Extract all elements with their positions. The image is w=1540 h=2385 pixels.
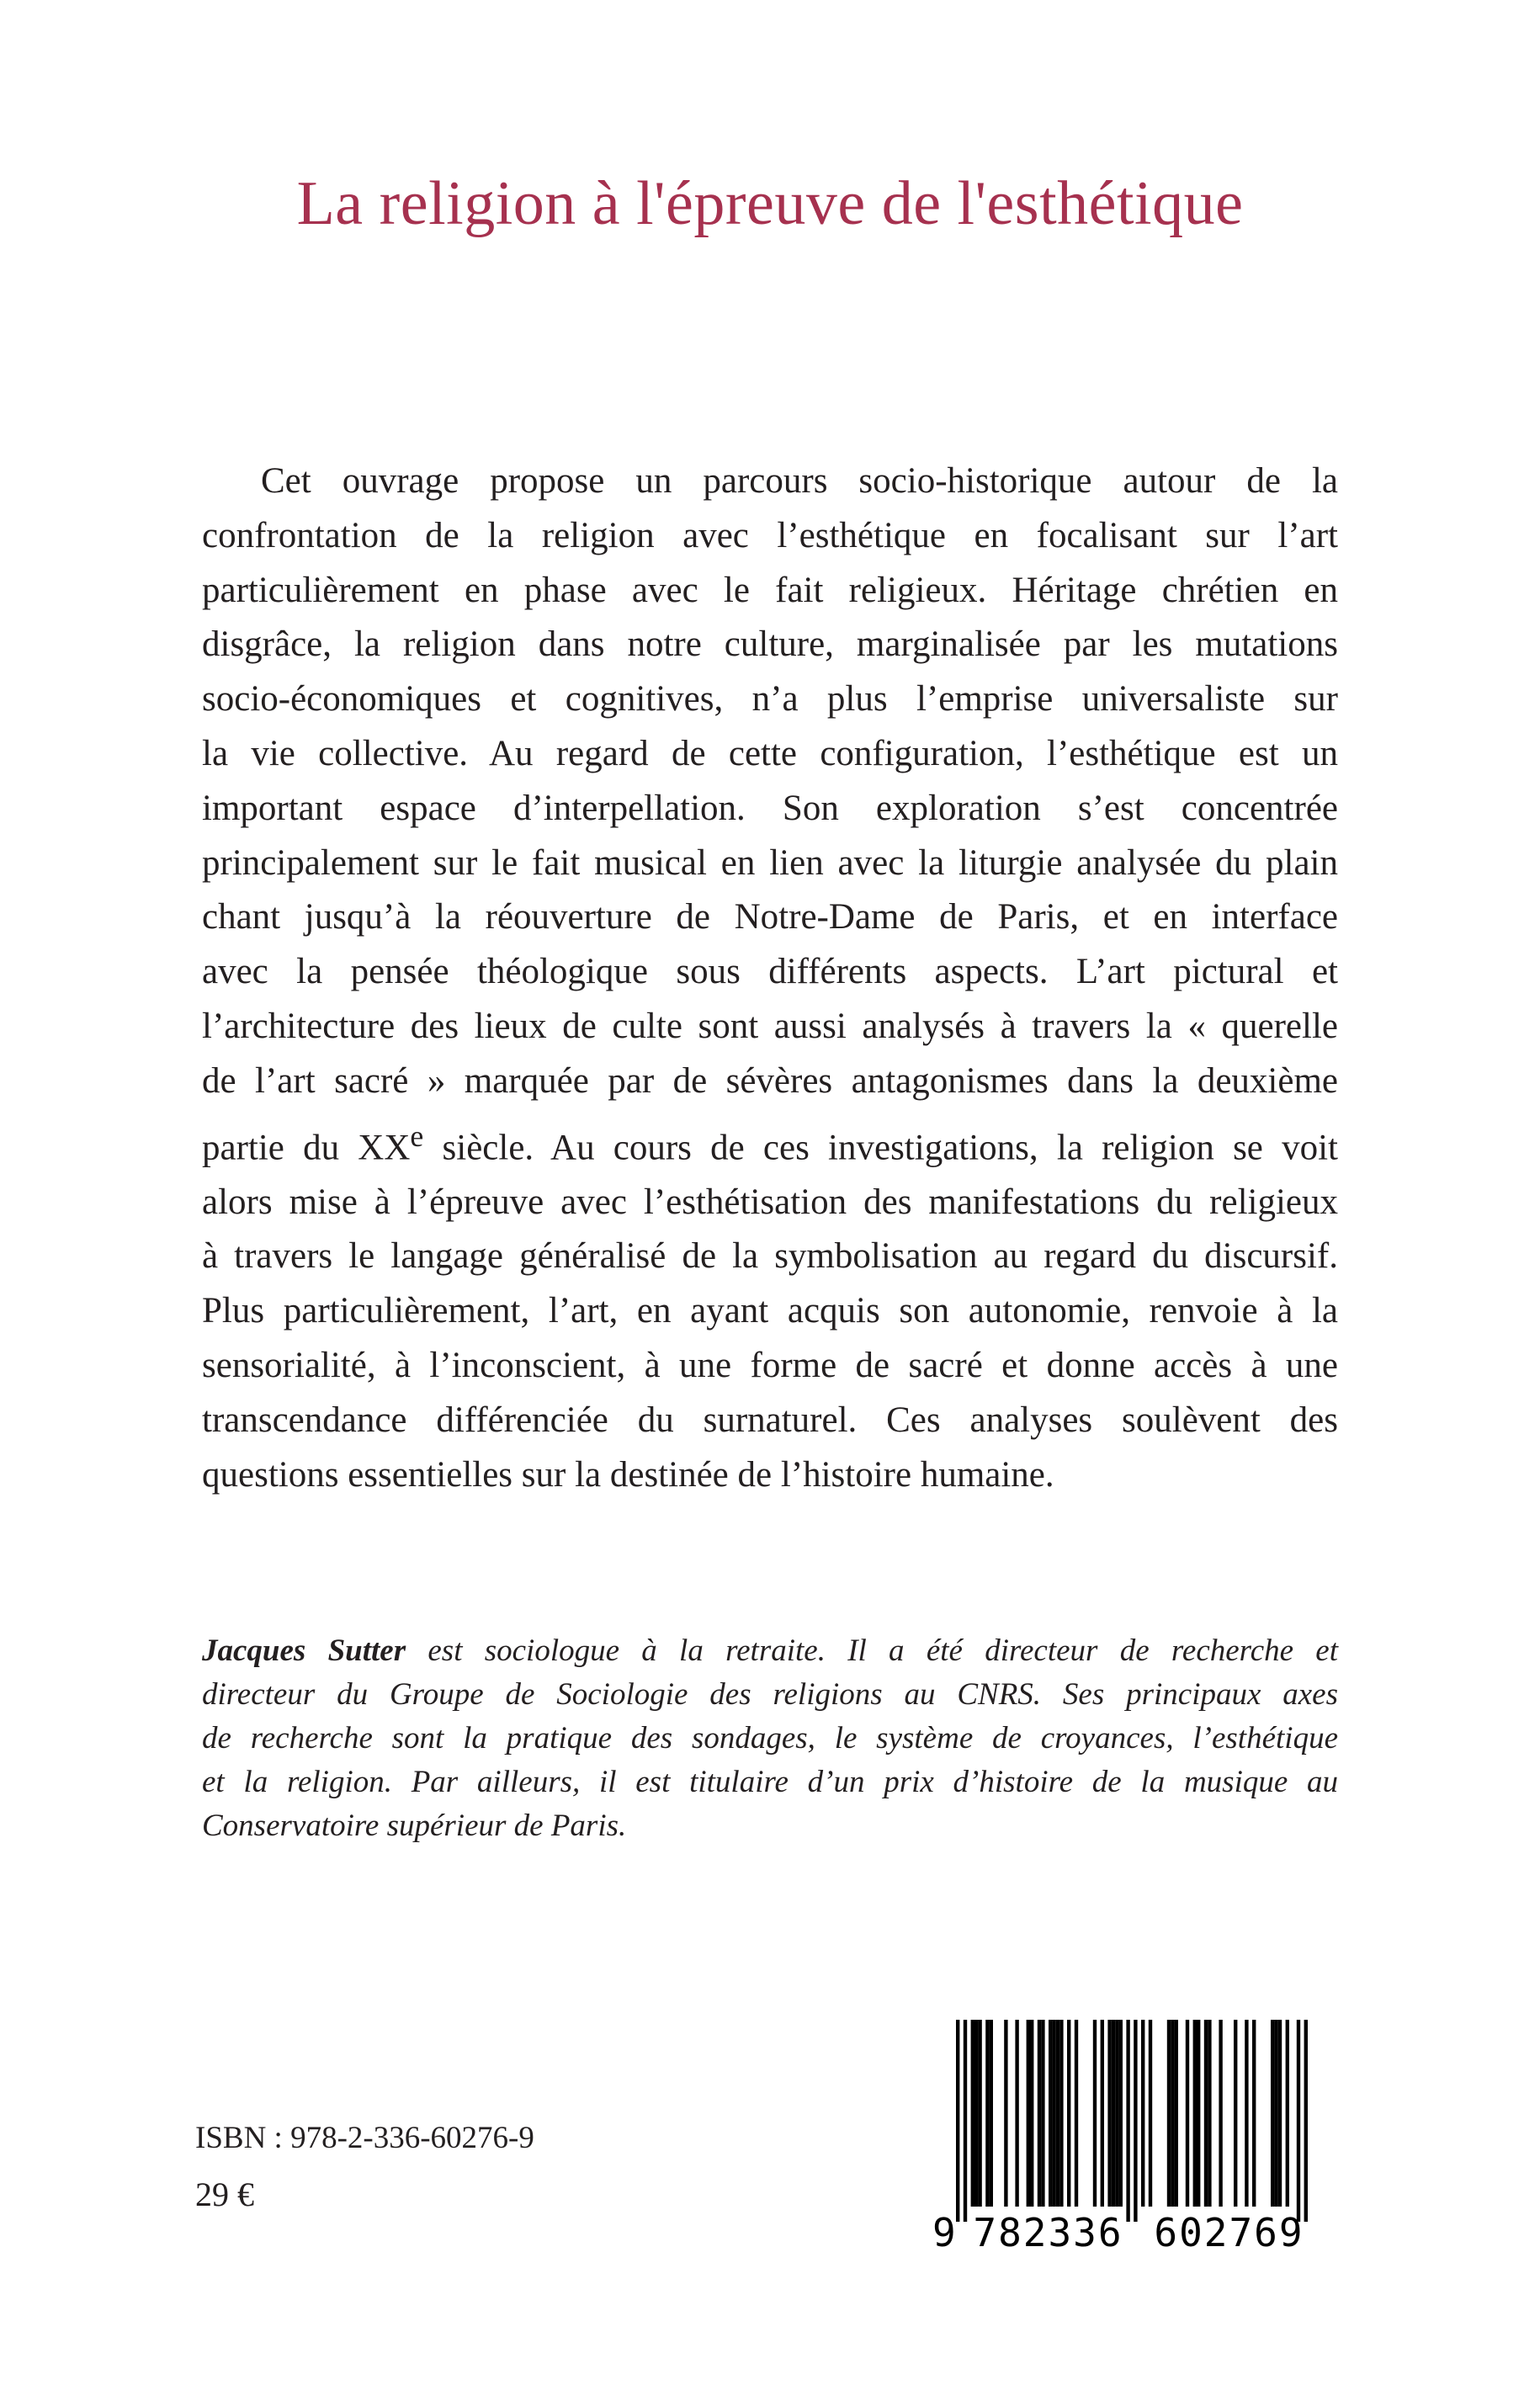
barcode-bar xyxy=(1093,2020,1097,2207)
blurb-line: socio-économiques et cognitives, n’a plus l’emprise universaliste sur xyxy=(202,679,1338,720)
barcode-bar xyxy=(1171,2020,1174,2207)
barcode-group-left: 782336 xyxy=(973,2210,1123,2255)
barcode-bar xyxy=(1052,2020,1055,2207)
barcode-lead-digit: 9 xyxy=(932,2210,956,2255)
bio-line: de recherche sont la pratique des sondages, le système de croyances, l’esthétique xyxy=(202,1721,1338,1756)
barcode-bar xyxy=(1304,2020,1308,2222)
barcode-bar xyxy=(1041,2020,1044,2207)
barcode-bar xyxy=(1038,2020,1041,2207)
barcode-bar xyxy=(1112,2020,1115,2207)
barcode-bar xyxy=(1141,2020,1144,2207)
barcode-bar xyxy=(1204,2020,1208,2207)
blurb-line: particulièrement en phase avec le fait religieux. Héritage chrétien en xyxy=(202,570,1338,610)
superscript-e: e xyxy=(410,1118,424,1153)
barcode-bar xyxy=(1075,2020,1078,2207)
barcode-bar xyxy=(1119,2020,1123,2207)
barcode-bar xyxy=(1197,2020,1200,2207)
blurb-line: confrontation de la religion avec l’esthétique en focalisant sur l’art xyxy=(202,515,1338,555)
blurb-line: Plus particulièrement, l’art, en ayant acquis son autonomie, renvoie à la xyxy=(202,1291,1338,1331)
barcode-bar xyxy=(1056,2020,1059,2207)
blurb-line: avec la pensée théologique sous différents aspects. L’art pictural et xyxy=(202,952,1338,992)
author-bio xyxy=(202,1629,1338,1848)
blurb-line: alors mise à l’épreuve avec l’esthétisation des manifestations du religieux xyxy=(202,1182,1338,1222)
book-title: La religion à l'épreuve de l'esthétique xyxy=(296,169,1244,238)
bio-line xyxy=(202,1629,1338,1673)
blurb-line: chant jusqu’à la réouverture de Notre-Dame de Paris, et en interface xyxy=(202,897,1338,938)
barcode-bar xyxy=(978,2020,981,2207)
barcode-bar xyxy=(1219,2020,1222,2207)
bio-line: et la religion. Par ailleurs, il est titulaire d’un prix d’histoire de la musique au xyxy=(202,1765,1338,1799)
barcode-bar xyxy=(1208,2020,1211,2207)
barcode-bar xyxy=(1004,2020,1007,2207)
barcode-bar xyxy=(1245,2020,1248,2207)
isbn-label: ISBN : 978-2-336-60276-9 xyxy=(195,2121,534,2155)
barcode-bar xyxy=(971,2020,974,2207)
blurb-line: questions essentielles sur la destinée de l’histoire humaine. xyxy=(202,1454,1054,1495)
barcode-bar xyxy=(1027,2020,1030,2207)
barcode-bar xyxy=(1049,2020,1052,2207)
barcode-bar xyxy=(1059,2020,1063,2207)
blurb-line: important espace d’interpellation. Son exploration s’est concentrée xyxy=(202,788,1338,828)
barcode-bar xyxy=(1274,2020,1277,2207)
blurb-line: disgrâce, la religion dans notre culture, marginalisée par les mutations xyxy=(202,624,1338,665)
author-name: Jacques Sutter xyxy=(202,1633,406,1668)
barcode-bar xyxy=(1193,2020,1197,2207)
blurb-line: transcendance différenciée du surnaturel. Ces analyses soulèvent des xyxy=(202,1400,1338,1440)
barcode-bar xyxy=(974,2020,978,2207)
bio-text: est sociologue à la retraite. Il a été directeur de recherche et xyxy=(406,1633,1339,1668)
back-cover-blurb xyxy=(202,454,1338,1502)
blurb-line: de l’art sacré » marquée par de sévères antagonismes dans la deuxième xyxy=(202,1060,1338,1101)
barcode-bar xyxy=(956,2020,959,2222)
barcode-bar xyxy=(1286,2020,1289,2207)
barcode xyxy=(932,2020,1320,2264)
barcode-bar xyxy=(1175,2020,1178,2207)
price-label: 29 € xyxy=(195,2175,254,2213)
barcode-bar xyxy=(985,2020,989,2207)
barcode-bar xyxy=(1186,2020,1189,2207)
blurb-line: Cet ouvrage propose un parcours socio-historique autour de la xyxy=(261,461,1338,501)
blurb-line: à travers le langage généralisé de la symbolisation au regard du discursif. xyxy=(202,1236,1338,1277)
blurb-text: siècle. Au cours de ces investigations, la religion se voit xyxy=(423,1127,1338,1167)
barcode-bar xyxy=(990,2020,993,2207)
blurb-line: principalement sur le fait musical en lien avec la liturgie analysée du plain xyxy=(202,842,1338,883)
barcode-bar xyxy=(1278,2020,1282,2207)
barcode-bar xyxy=(1101,2020,1104,2207)
barcode-bar xyxy=(1067,2020,1070,2207)
blurb-line: l’architecture des lieux de culte sont aussi analysés à travers la « querelle xyxy=(202,1006,1338,1046)
barcode-bar xyxy=(1149,2020,1152,2207)
bio-line: directeur du Groupe de Sociologie des religions au CNRS. Ses principaux axes xyxy=(202,1677,1338,1712)
barcode-group-right: 602769 xyxy=(1154,2210,1304,2255)
blurb-line: la vie collective. Au regard de cette configuration, l’esthétique est un xyxy=(202,733,1338,773)
barcode-bar xyxy=(1015,2020,1018,2207)
barcode-digits xyxy=(932,2210,1320,2255)
blurb-text: partie du XX xyxy=(202,1127,411,1167)
barcode-bar xyxy=(964,2020,967,2222)
barcode-bar xyxy=(1271,2020,1274,2207)
barcode-bar xyxy=(1234,2020,1237,2207)
barcode-bar xyxy=(1252,2020,1256,2207)
blurb-line: sensorialité, à l’inconscient, à une forme de sacré et donne accès à une xyxy=(202,1346,1338,1386)
blurb-line-century xyxy=(202,1109,1338,1176)
barcode-bar xyxy=(1115,2020,1118,2207)
barcode-bars xyxy=(932,2020,1320,2222)
barcode-bar xyxy=(1030,2020,1033,2207)
bio-line: Conservatoire supérieur de Paris. xyxy=(202,1809,627,1843)
barcode-bar xyxy=(1167,2020,1171,2207)
barcode-bar xyxy=(1297,2020,1300,2222)
barcode-bar xyxy=(1134,2020,1137,2222)
barcode-bar xyxy=(1107,2020,1111,2207)
barcode-bar xyxy=(1126,2020,1129,2222)
